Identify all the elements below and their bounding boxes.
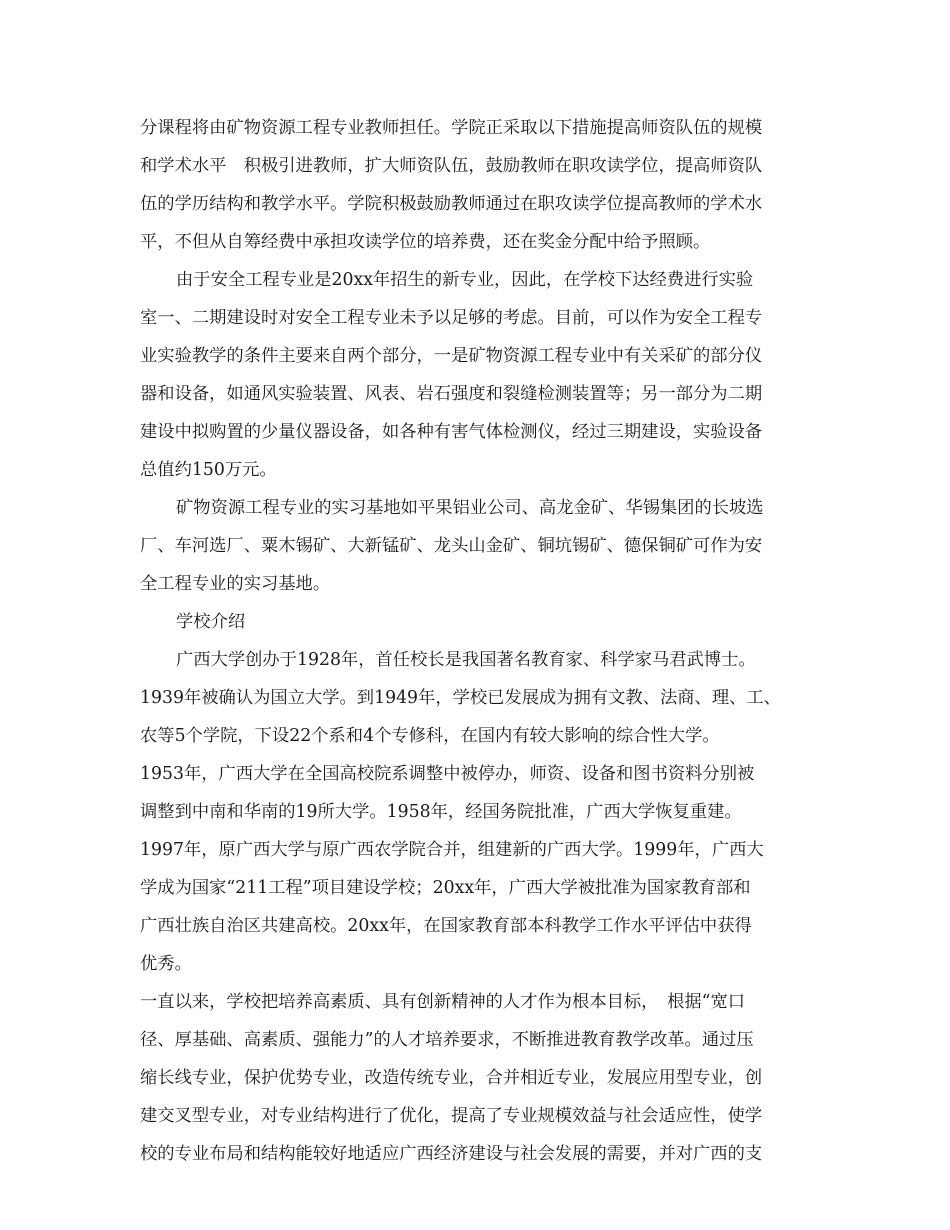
text-line: 学成为国家“211工程”项目建设学校；20xx年，广西大学被批准为国家教育部和 (140, 878, 751, 898)
paragraph-start-line: 广西大学创办于1928年，首任校长是我国著名教育家、科学家马君武博士。 (176, 650, 756, 670)
text-line: 和学术水平 积极引进教师，扩大师资队伍，鼓励教师在职攻读学位，提高师资队 (140, 156, 763, 176)
text-line: 全工程专业的实习基地。 (140, 574, 331, 594)
text-line: 分课程将由矿物资源工程专业教师担任。学院正采取以下措施提高师资队伍的规模 (140, 118, 763, 138)
text-line: 器和设备，如通风实验装置、风表、岩石强度和裂缝检测装置等；另一部分为二期 (140, 384, 763, 404)
text-line: 伍的学历结构和教学水平。学院积极鼓励教师通过在职攻读学位提高教师的学术水 (140, 194, 763, 214)
text-line: 调整到中南和华南的19所大学。1958年，经国务院批准，广西大学恢复重建。 (140, 802, 742, 822)
text-line: 平，不但从自筹经费中承担攻读学位的培养费，还在奖金分配中给予照顾。 (140, 232, 711, 252)
text-line: 业实验教学的条件主要来自两个部分，一是矿物资源工程专业中有关采矿的部分仪 (140, 346, 763, 366)
text-line: 1953年，广西大学在全国高校院系调整中被停办，师资、设备和图书资料分别被 (140, 764, 755, 784)
paragraph-start-line: 一直以来，学校把培养高素质、具有创新精神的人才作为根本目标， 根据“宽口 (140, 992, 746, 1012)
text-line: 室一、二期建设时对安全工程专业未予以足够的考虑。目前，可以作为安全工程专 (140, 308, 763, 328)
paragraph-start-line: 矿物资源工程专业的实习基地如平果铝业公司、高龙金矿、华锡集团的长坡选 (176, 498, 764, 518)
text-line: 1997年，原广西大学与原广西农学院合并，组建新的广西大学。1999年，广西大 (140, 840, 764, 860)
text-line: 1939年被确认为国立大学。到1949年，学校已发展成为拥有文教、法商、理、工、 (140, 688, 781, 708)
text-line: 径、厚基础、高素质、强能力”的人才培养要求，不断推进教育教学改革。通过压 (140, 1030, 754, 1050)
text-line: 农等5个学院，下设22个系和4个专修科，在国内有较大影响的综合性大学。 (140, 726, 720, 746)
text-line: 校的专业布局和结构能较好地适应广西经济建设与社会发展的需要，并对广西的支 (140, 1144, 763, 1164)
text-line: 优秀。 (140, 954, 192, 974)
text-line: 缩长线专业，保护优势专业，改造传统专业，合并相近专业，发展应用型专业，创 (140, 1068, 763, 1088)
text-line: 广西壮族自治区共建高校。20xx年，在国家教育部本科教学工作水平评估中获得 (140, 916, 752, 936)
text-line: 建交叉型专业，对专业结构进行了优化，提高了专业规模效益与社会适应性，使学 (140, 1106, 763, 1126)
paragraph-start-line: 由于安全工程专业是20xx年招生的新专业，因此，在学校下达经费进行实验 (176, 270, 754, 290)
text-line: 建设中拟购置的少量仪器设备，如各种有害气体检测仪，经过三期建设，实验设备 (140, 422, 763, 442)
text-line: 厂、车河选厂、粟木锡矿、大新锰矿、龙头山金矿、铜坑锡矿、德保铜矿可作为安 (140, 536, 763, 556)
section-heading: 学校介绍 (176, 612, 246, 632)
text-line: 总值约150万元。 (140, 460, 277, 480)
